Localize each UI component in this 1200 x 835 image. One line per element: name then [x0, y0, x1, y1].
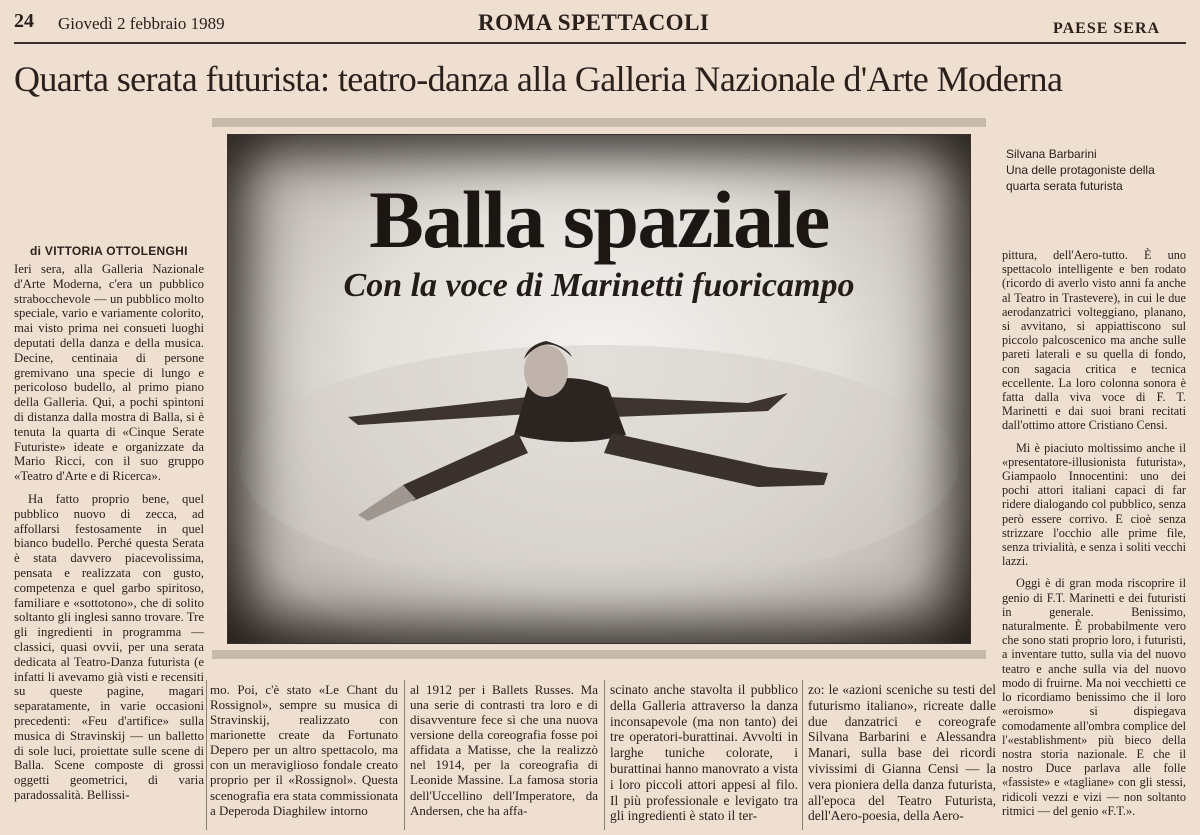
- paragraph: zo: le «azioni sceniche su testi del futurismo italiano», ricreate dalle due danzatrici e coreografe Silvana Barbarini e Alessandra Manari, sulla base dei ricordi vivissimi di Gianna Censi — la vera pioniera della danza futurista, all'epoca del Teatro Futurista, dell'Aero-poesia, della Aero-: [808, 682, 996, 824]
- dancer-figure: [228, 135, 970, 643]
- column-divider: [206, 680, 207, 830]
- paragraph: Ha fatto proprio bene, quel pubblico nuovo di zecca, ad affollarsi festosamente in quel bianco budello. Perché questa Serata è stata davvero piacevolissima, pensata e realizzata con gusto, competenza e quel garbo spiritoso, familiare e «sottotono», che di solito soltanto gli inglesi sanno trovare. Tre gli ingredienti in programma — classici, quasi ovvii, per una serata dedicata al Teatro-Danza futurista (e infatti li avevamo già visti e recensiti su queste pagine, magari separatamente, in varie occasioni precedenti: «Feu d'artifice» sulla musica di Stravinskij — un balletto di sole luci, proiettate sulle scene di Balla. Scene composte di grossi oggetti geometrici, di varia paradossalità. Bellissi-: [14, 491, 204, 802]
- photo-caption: [1006, 146, 1186, 194]
- article-column-5: [808, 682, 996, 824]
- caption-text: Una delle protagoniste della quarta serata futurista: [1006, 163, 1155, 193]
- paragraph: scinato anche stavolta il pubblico della Galleria attraverso la danza inconsapevole (ma non tanto) dei tre operatori-burattinai. Avvolti in larghe tuniche colorate, i burattinai hanno manovrato a vista i loro piccoli attori appesi al filo. Il più professionale e levigato tra gli ingredienti è stato il ter-: [610, 682, 798, 824]
- article-column-3: [410, 682, 598, 818]
- paragraph: Oggi è di gran moda riscoprire il genio di F.T. Marinetti e dei futuristi in generale. Benissimo, naturalmente. È probabilmente vero che sono stati proprio loro, i futuristi, a inventare tutto, sulla via del nuovo teatro e anche sulla via del nuovo modo di fruirne. Ma noi vecchietti ce lo ricordiamo benissimo che il loro «eroismo» si dispiegava comodamente all'ombra complice del l'«establishment» più bieco della nostra storia nazionale. E che il nostro Duce parlava alle folle «fassiste» e «tagliane» con gli stessi, ridicoli vezzi e vizi — non soltanto ritmici — del genio «F.T.».: [1002, 576, 1186, 818]
- article-headline: Quarta serata futurista: teatro-danza alla Galleria Nazionale d'Arte Moderna: [14, 59, 1063, 99]
- column-divider: [802, 680, 803, 830]
- page-number: 24: [14, 10, 34, 32]
- paragraph: Mi è piaciuto moltissimo anche il «presentatore-illusionista futurista», Giampaolo Innocentini: uno dei pochi attori italiani capaci di far ridere dialogando col pubblico, senza però essere corrivo. E cioè senza strizzare l'occhio alle prime file, senza trivialità, e senza i soliti vecchi lazzi.: [1002, 440, 1186, 569]
- issue-date: Giovedì 2 febbraio 1989: [58, 14, 225, 33]
- column-divider: [404, 680, 405, 830]
- dancer-photo: [227, 134, 971, 644]
- newspaper-name: PAESE SERA: [1053, 20, 1161, 37]
- photo-title: Balla spaziale: [369, 174, 829, 265]
- byline: di VITTORIA OTTOLENGHI: [30, 244, 188, 258]
- article-column-1: [14, 262, 204, 803]
- article-column-6: [1002, 248, 1186, 818]
- photo-top-band: [212, 118, 986, 127]
- article-column-4: [610, 682, 798, 824]
- paragraph: Ieri sera, alla Galleria Nazionale d'Arte Moderna, c'era un pubblico strabocchevole — un pubblico molto speciale, vario e variamente colorito, mai visto prima nei consueti luoghi deputati della danza e della musica. Decine, centinaia di persone gremivano una specie di lungo e pericoloso budello, al primo piano della Galleria. Qui, a pochi spintoni di distanza dalla mostra di Balla, si è tenuta la quarta di «Cinque Serate Futuriste» ideate e organizzate da Mario Ricci, con il suo gruppo «Teatro d'Arte e di Ricerca».: [14, 262, 204, 484]
- paragraph: al 1912 per i Ballets Russes. Ma una serie di contrasti tra loro e di disavventure fece sì che una nuova versione della coreografia fosse poi affidata a Matisse, che la realizzò nel 1914, per la coreografia di Leonide Massine. La famosa storia dell'Uccellino dell'Imperatore, da Andersen, che ha affa-: [410, 682, 598, 818]
- article-column-2: [210, 682, 398, 818]
- paragraph: mo. Poi, c'è stato «Le Chant du Rossignol», sempre su musica di Stravinskij, realizzato con marionette create da Fortunato Depero per un altro spettacolo, ma con un meraviglioso fondale creato proprio per il «Rossignol». Questa scenografia era stata commissionata a Deperoda Diaghilew intorno: [210, 682, 398, 818]
- photo-bottom-band: [212, 650, 986, 659]
- section-title: ROMA SPETTACOLI: [478, 10, 710, 35]
- caption-name: Silvana Barbarini: [1006, 147, 1097, 161]
- paragraph: pittura, dell'Aero-tutto. È uno spettacolo intelligente e ben rodato (ricordo di averlo visto anni fa anche al Teatro in Trastevere), in cui le due aerodanzatrici volteggiano, planano, si avvitano, si appiattiscono sul piccolo palcoscenico ma anche sulle pareti laterali e su quella di fondo, con sagacia critica e tecnica eccellente. La loro colonna sonora è fatta dalla viva voce di F. T. Marinetti e dai suoi brani recitati dall'ottimo attore Cristiano Censi.: [1002, 248, 1186, 433]
- header-rule: [14, 42, 1186, 44]
- column-divider: [604, 680, 605, 830]
- photo-subtitle: Con la voce di Marinetti fuoricampo: [343, 267, 855, 304]
